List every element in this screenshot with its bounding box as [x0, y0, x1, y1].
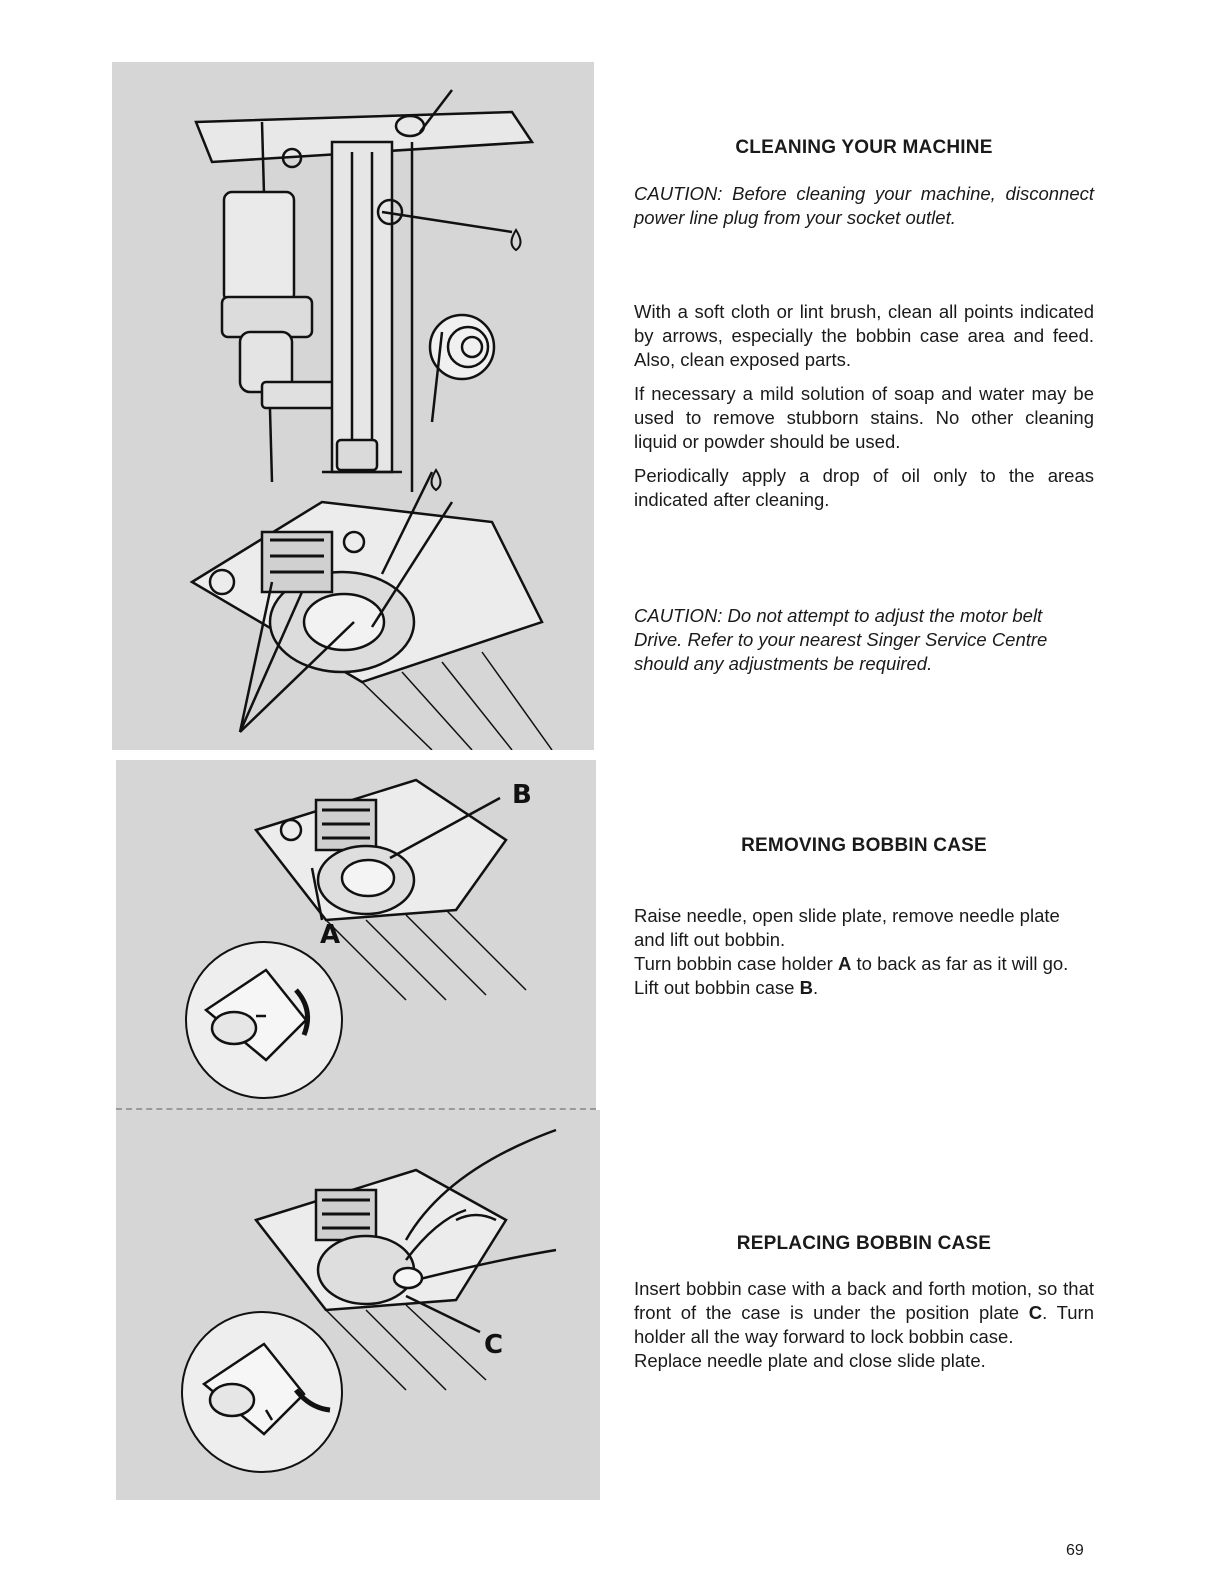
removing-heading: REMOVING BOBBIN CASE — [741, 835, 987, 856]
bobbin-area-drawing — [116, 760, 596, 1110]
replacing-drawing — [116, 1110, 600, 1500]
removing-line-3: Lift out bobbin case B. — [634, 977, 819, 998]
machine-head-drawing — [112, 62, 594, 750]
figure-label-a: A — [320, 920, 341, 950]
caution-motor-text: CAUTION: Do not attempt to adjust the motor belt Drive. Refer to your nearest Singer Service Centre should any adjustments be required. — [634, 605, 1048, 674]
removing-instructions — [634, 904, 1094, 1000]
figure-label-b: B — [512, 780, 532, 810]
caution-motor — [634, 604, 1094, 676]
replacing-heading: REPLACING BOBBIN CASE — [736, 1233, 992, 1254]
cleaning-para-2: If necessary a mild solution of soap and water may be used to remove stubborn stains. No other cleaning liquid or powder should be used. — [634, 383, 1094, 452]
cleaning-instructions — [634, 300, 1094, 512]
replacing-bobbin-illustration — [116, 1110, 600, 1500]
cleaning-heading: CLEANING YOUR MACHINE — [735, 137, 993, 158]
caution-disconnect — [634, 182, 1094, 230]
cleaning-illustration — [112, 62, 594, 750]
figure-label-c: C — [484, 1330, 504, 1360]
page-number: 69 — [1066, 1542, 1084, 1559]
caution-disconnect-text: CAUTION: Before cleaning your machine, disconnect power line plug from your socket outlet. — [634, 183, 1094, 228]
removing-bobbin-illustration — [116, 760, 596, 1110]
removing-line-1: Raise needle, open slide plate, remove needle plate and lift out bobbin. — [634, 905, 1060, 950]
removing-line-2: Turn bobbin case holder A to back as far as it will go. — [634, 953, 1069, 974]
replacing-line-2: Replace needle plate and close slide plate. — [634, 1350, 986, 1371]
replacing-line-1: Insert bobbin case with a back and forth motion, so that front of the case is under the position plate C. Turn holder all the way forward to lock bobbin case. — [634, 1278, 1094, 1347]
cleaning-para-1: With a soft cloth or lint brush, clean all points indicated by arrows, especially the bobbin case area and feed. Also, clean exposed parts. — [634, 301, 1094, 370]
replacing-instructions — [634, 1277, 1094, 1373]
cleaning-para-3: Periodically apply a drop of oil only to the areas indicated after cleaning. — [634, 465, 1094, 510]
